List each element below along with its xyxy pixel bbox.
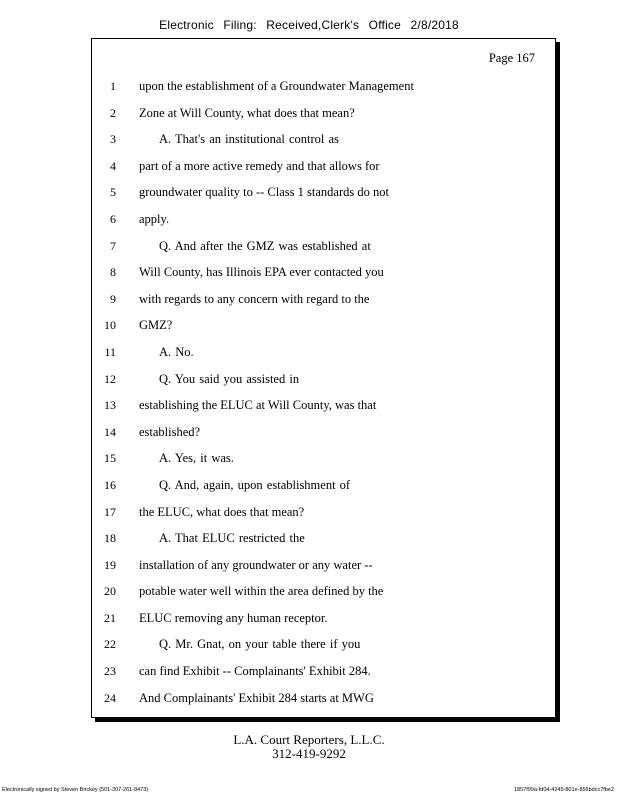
line-text: GMZ? — [139, 318, 173, 333]
line-text: A. That ELUC restricted the — [159, 531, 305, 546]
transcript-line — [92, 100, 555, 127]
line-number: 18 — [104, 531, 116, 546]
line-number: 10 — [104, 318, 116, 333]
line-number: 7 — [110, 238, 116, 253]
transcript-line — [92, 552, 555, 579]
line-text: And Complainants' Exhibit 284 starts at MWG — [139, 690, 374, 705]
transcript-line — [92, 286, 555, 313]
transcript-line — [92, 631, 555, 658]
line-number: 11 — [104, 344, 116, 359]
line-text: establishing the ELUC at Will County, was that — [139, 398, 377, 413]
line-number: 24 — [104, 690, 116, 705]
line-number: 9 — [110, 291, 116, 306]
line-text: Q. Mr. Gnat, on your table there if you — [159, 637, 361, 652]
line-number: 5 — [110, 185, 116, 200]
transcript-line — [92, 233, 555, 260]
transcript-line — [92, 126, 555, 153]
line-number: 20 — [104, 584, 116, 599]
transcript-line — [92, 366, 555, 393]
transcript-line — [92, 392, 555, 419]
transcript-line — [92, 658, 555, 685]
document-id: 1857f99a-fd04-4245-801e-856bdcc7fbe2 — [514, 787, 614, 793]
line-number: 12 — [104, 371, 116, 386]
line-text: apply. — [139, 211, 170, 226]
electronic-signature: Electronically signed by Steven Brickey (501-307-261-8473) — [2, 787, 149, 793]
line-text: Q. You said you assisted in — [159, 371, 300, 386]
line-text: with regards to any concern with regard to the — [139, 291, 370, 306]
line-text: established? — [139, 424, 201, 439]
line-number: 14 — [104, 424, 116, 439]
line-number: 6 — [110, 211, 116, 226]
transcript-line — [92, 605, 555, 632]
transcript-line — [92, 312, 555, 339]
line-text: potable water well within the area defined by the — [139, 584, 384, 599]
line-number: 23 — [104, 664, 116, 679]
line-text: groundwater quality to -- Class 1 standards do not — [139, 185, 389, 200]
line-number: 22 — [104, 637, 116, 652]
line-text: A. Yes, it was. — [159, 451, 234, 466]
transcript-line — [92, 578, 555, 605]
reporter-block — [0, 733, 618, 761]
line-text: A. No. — [159, 344, 194, 359]
line-number: 21 — [104, 610, 116, 625]
line-number: 4 — [110, 158, 116, 173]
line-number: 15 — [104, 451, 116, 466]
line-number: 16 — [104, 477, 116, 492]
line-number: 17 — [104, 504, 116, 519]
transcript-line — [92, 445, 555, 472]
transcript-page — [91, 38, 556, 718]
line-text: ELUC removing any human receptor. — [139, 610, 328, 625]
line-text: Will County, has Illinois EPA ever contacted you — [139, 265, 384, 280]
page-number: Page 167 — [488, 51, 535, 65]
transcript-line — [92, 339, 555, 366]
line-text: Zone at Will County, what does that mean? — [139, 105, 355, 120]
line-text: can find Exhibit -- Complainants' Exhibit 284. — [139, 664, 371, 679]
filing-stamp: Electronic Filing: Received,Clerk's Office 2/8/2018 — [159, 18, 459, 32]
line-text: Q. And, again, upon establishment of — [159, 477, 351, 492]
line-text: Q. And after the GMZ was established at — [159, 238, 371, 253]
transcript-line — [92, 206, 555, 233]
line-number: 3 — [110, 132, 116, 147]
transcript-line — [92, 472, 555, 499]
line-text: part of a more active remedy and that allows for — [139, 158, 380, 173]
transcript-line — [92, 73, 555, 100]
line-text: upon the establishment of a Groundwater Management — [139, 79, 414, 93]
transcript-line — [92, 685, 555, 712]
line-text: installation of any groundwater or any water -- — [139, 557, 373, 572]
line-text: A. That's an institutional control as — [159, 132, 339, 147]
transcript-line — [92, 179, 555, 206]
line-text: the ELUC, what does that mean? — [139, 504, 305, 519]
transcript-line — [92, 419, 555, 446]
transcript-line — [92, 525, 555, 552]
transcript-line — [92, 153, 555, 180]
line-number: 13 — [104, 398, 116, 413]
transcript-line — [92, 499, 555, 526]
reporter-name: L.A. Court Reporters, L.L.C. — [233, 732, 385, 747]
transcript-lines — [92, 73, 555, 711]
line-number: 1 — [110, 79, 116, 93]
line-number: 8 — [110, 265, 116, 280]
transcript-line — [92, 259, 555, 286]
reporter-phone: 312-419-9292 — [272, 746, 346, 761]
line-number: 19 — [104, 557, 116, 572]
line-number: 2 — [110, 105, 116, 120]
